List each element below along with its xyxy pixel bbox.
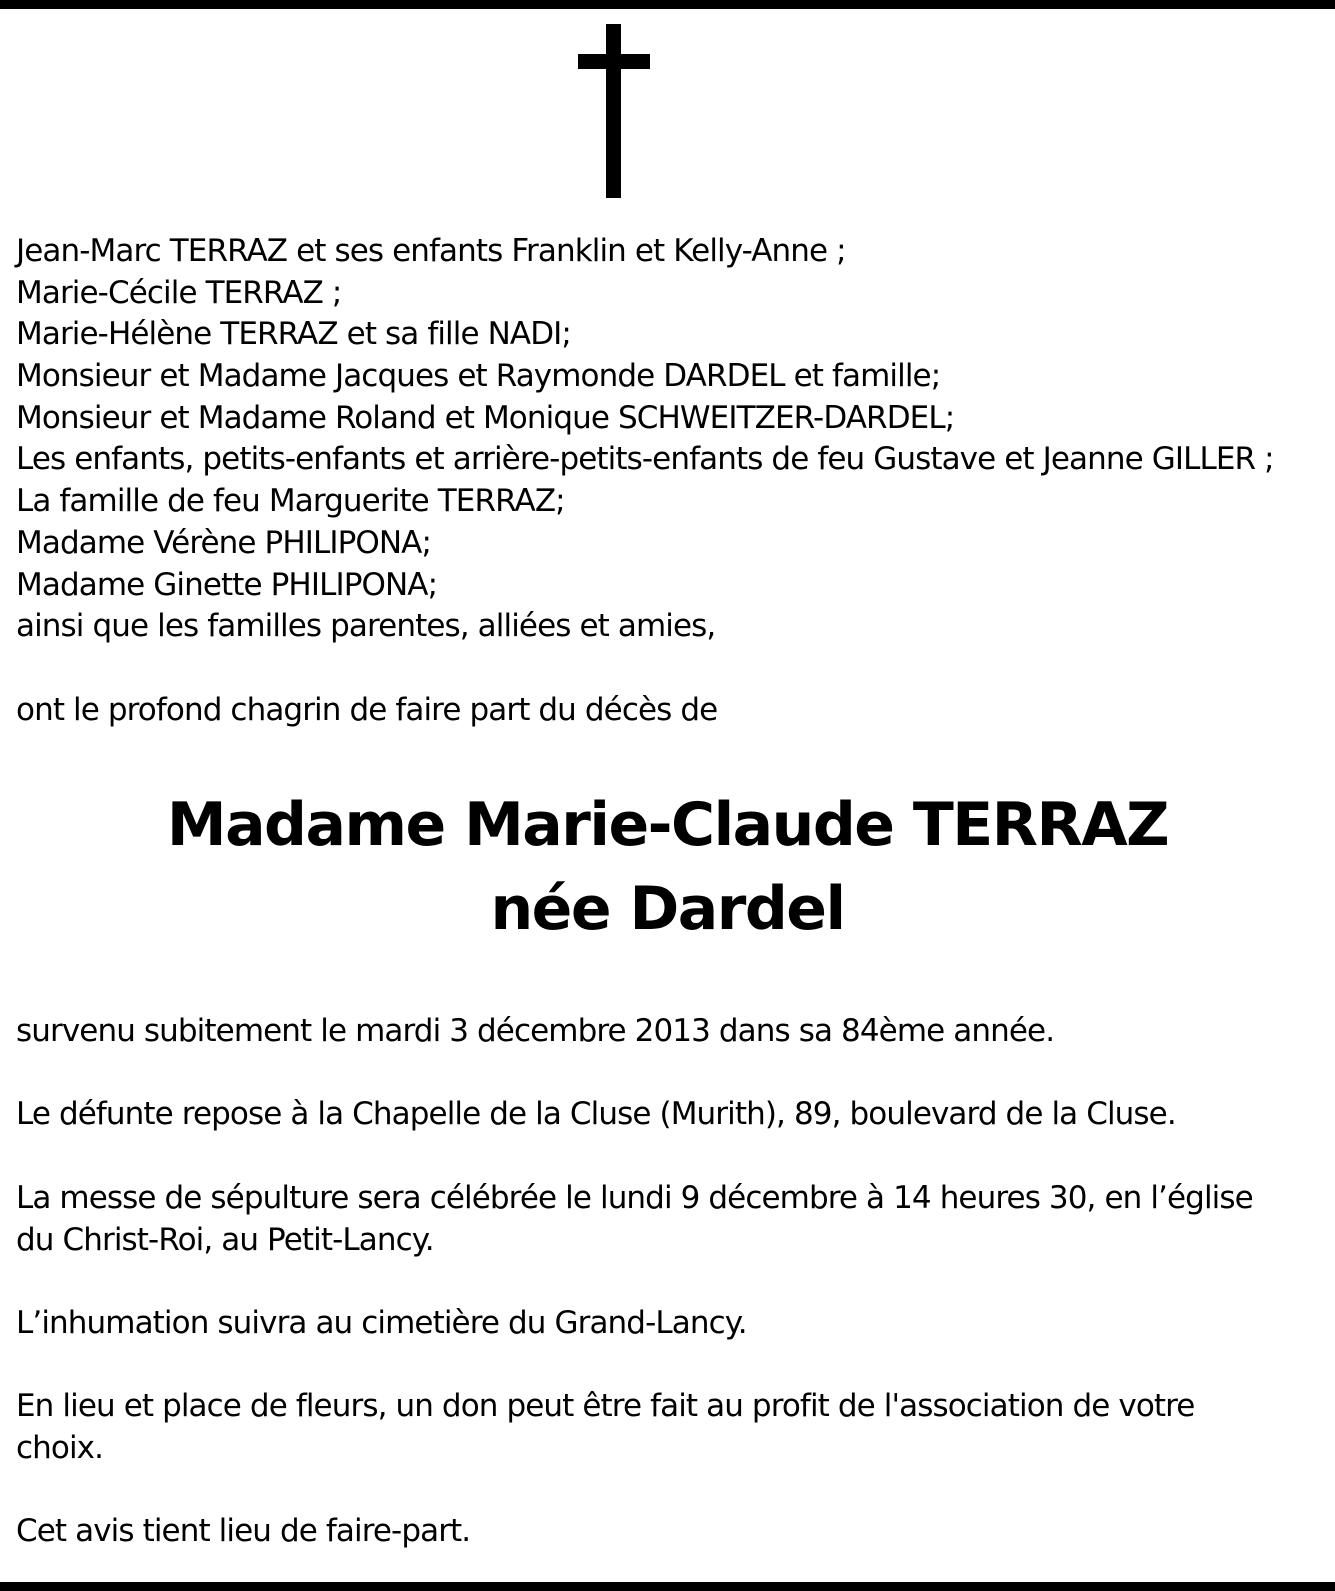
deceased-maiden-name: née Dardel <box>490 874 845 944</box>
funeral-mass-line: du Christ-Roi, au Petit-Lancy. <box>16 1222 434 1258</box>
mourner-line: Madame Vérène PHILIPONA; <box>16 524 432 561</box>
mourner-line: Les enfants, petits-enfants et arrière-petits-enfants de feu Gustave et Jeanne GILLER ; <box>16 441 1274 478</box>
mourner-line: Marie-Cécile TERRAZ ; <box>16 274 342 311</box>
mourner-line: La famille de feu Marguerite TERRAZ; <box>16 483 565 520</box>
cross-icon <box>578 24 650 198</box>
announcement-intro: ont le profond chagrin de faire part du décès de <box>16 692 718 728</box>
burial-paragraph: L’inhumation suivra au cimetière du Grand-Lancy. <box>16 1305 747 1341</box>
top-border <box>0 0 1335 9</box>
bottom-border <box>0 1582 1335 1591</box>
mourner-line: ainsi que les familles parentes, alliées et amies, <box>16 608 716 645</box>
mourner-line: Marie-Hélène TERRAZ et sa fille NADI; <box>16 316 571 353</box>
deceased-name: Madame Marie-Claude TERRAZ <box>166 790 1169 860</box>
resting-place-paragraph: Le défunte repose à la Chapelle de la Cluse (Murith), 89, boulevard de la Cluse. <box>16 1096 1176 1132</box>
mourners-list <box>16 231 1326 648</box>
donation-line: choix. <box>16 1430 104 1466</box>
mourner-line: Monsieur et Madame Roland et Monique SCHWEITZER-DARDEL; <box>16 399 955 436</box>
funeral-mass-line: La messe de sépulture sera célébrée le lundi 9 décembre à 14 heures 30, en l’église <box>16 1180 1253 1216</box>
mourner-line: Monsieur et Madame Jacques et Raymonde DARDEL et famille; <box>16 358 941 395</box>
deceased-name-block <box>0 783 1335 951</box>
mourner-line: Madame Ginette PHILIPONA; <box>16 566 438 603</box>
mourner-line: Jean-Marc TERRAZ et ses enfants Franklin et Kelly-Anne ; <box>16 233 846 269</box>
funeral-mass-paragraph <box>16 1177 1316 1261</box>
death-date-paragraph: survenu subitement le mardi 3 décembre 2013 dans sa 84ème année. <box>16 1013 1055 1049</box>
donation-paragraph <box>16 1385 1316 1469</box>
notice-paragraph: Cet avis tient lieu de faire-part. <box>16 1513 471 1549</box>
donation-line: En lieu et place de fleurs, un don peut être fait au profit de l'association de votre <box>16 1388 1195 1424</box>
